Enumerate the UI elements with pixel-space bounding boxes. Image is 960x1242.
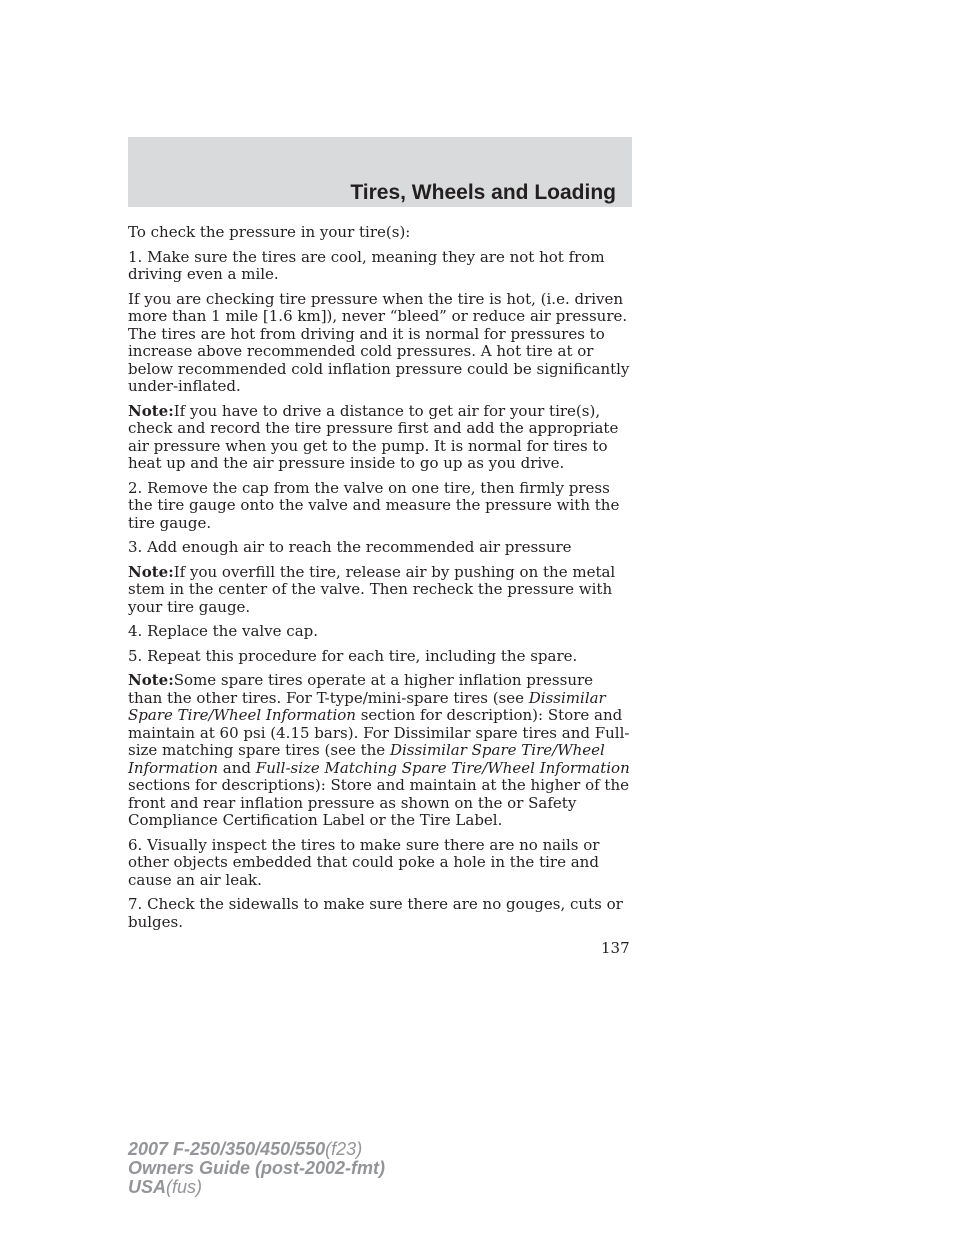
note-3	[128, 672, 632, 830]
hot-tire-warning: If you are checking tire pressure when the tire is hot, (i.e. driven more than 1 mile [1.6 km]), never “bleed” or reduce air pressure. The tires are hot from driving and it is normal for pressures to increase above recommended cold pressures. A hot tire at or below recommended cold inflation pressure could be significantly under-inflated.	[128, 289, 630, 395]
note-3-text-a: Some spare tires operate at a higher inflation pressure than the other tires. For T-type/mini-spare tires (see	[128, 671, 594, 707]
note-2-text: If you overfill the tire, release air by pushing on the metal stem in the center of the valve. Then recheck the pressure with your tire gauge.	[128, 562, 616, 616]
step-5: 5. Repeat this procedure for each tire, including the spare.	[128, 646, 578, 665]
page-content	[128, 224, 632, 938]
note-2	[128, 564, 632, 617]
note-label: Note:	[128, 401, 174, 420]
step-1: 1. Make sure the tires are cool, meaning they are not hot from driving even a mile.	[128, 247, 605, 283]
footer-guide: Owners Guide (post-2002-fmt)	[128, 1158, 386, 1178]
footer-model-line	[128, 1140, 385, 1159]
document-footer	[128, 1140, 385, 1197]
step-2: 2. Remove the cap from the valve on one tire, then firmly press the tire gauge onto the valve and measure the pressure with the tire gauge.	[128, 478, 620, 532]
note-label: Note:	[128, 562, 174, 581]
step-7: 7. Check the sidewalls to make sure there are no gouges, cuts or bulges.	[128, 895, 623, 931]
footer-market-line	[128, 1178, 385, 1197]
header-band	[128, 137, 632, 207]
footer-model-code: (f23)	[325, 1139, 363, 1159]
note-3-text-d: sections for descriptions): Store and maintain at the higher of the front and rear inflation pressure as shown on the or Safety Compliance Certification Label or the Tire Label.	[128, 776, 629, 829]
page-number: 137	[601, 939, 630, 957]
step-4: 4. Replace the valve cap.	[128, 622, 319, 640]
footer-model: 2007 F-250/350/450/550	[128, 1139, 326, 1159]
step-6: 6. Visually inspect the tires to make sure there are no nails or other objects embedded that could poke a hole in the tire and cause an air leak.	[128, 835, 600, 889]
footer-market: USA	[128, 1177, 167, 1197]
step-3: 3. Add enough air to reach the recommended air pressure	[128, 538, 572, 556]
intro-text: To check the pressure in your tire(s):	[128, 223, 411, 241]
note-1	[128, 403, 632, 473]
section-title: Tires, Wheels and Loading	[350, 181, 616, 204]
footer-market-code: (fus)	[166, 1177, 203, 1197]
note-1-text: If you have to drive a distance to get air for your tire(s), check and record the tire pressure first and add the appropriate air pressure when you get to the pump. It is normal for tires to heat up and the air pressure inside to go up as you drive.	[128, 401, 619, 472]
section-reference: Full-size Matching Spare Tire/Wheel Information	[255, 758, 630, 777]
note-3-text-b: section for description): Store and maintain at 60 psi (4.15 bars). For Dissimilar spare tires and Full-size matching spare tires (see the	[128, 706, 630, 759]
section-reference: Dissimilar Spare Tire/Wheel Information	[128, 688, 606, 724]
note-3-text-c: and	[218, 758, 256, 777]
section-reference: Dissimilar Spare Tire/Wheel Information	[128, 741, 605, 777]
note-label: Note:	[128, 671, 174, 689]
